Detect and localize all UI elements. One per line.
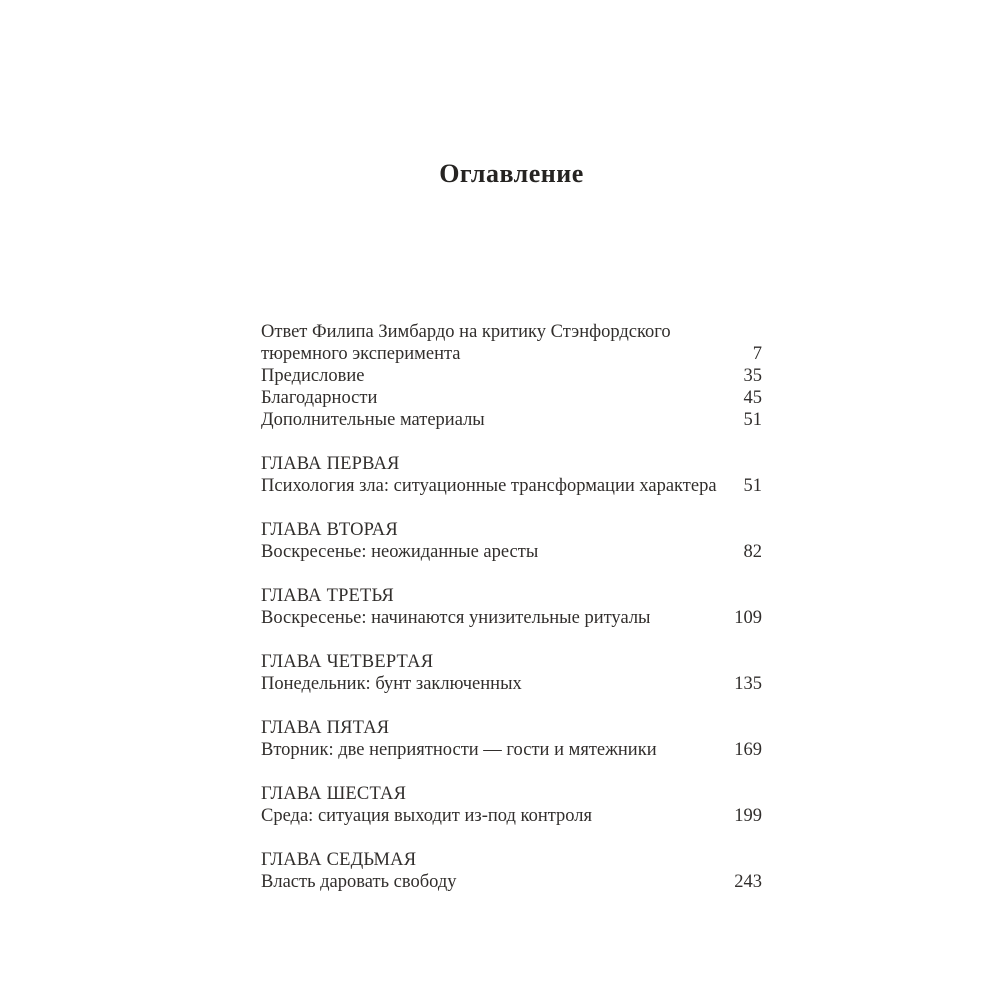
toc-entry-label: Дополнительные материалы xyxy=(261,410,485,430)
toc-chapter-heading: ГЛАВА ПЯТАЯ xyxy=(261,718,390,738)
toc-entry-page: 7 xyxy=(752,344,762,364)
toc-entry-page: 82 xyxy=(743,542,762,562)
toc-chapter xyxy=(261,783,762,827)
toc-entry xyxy=(261,365,762,387)
toc-chapter-subtitle: Воскресенье: неожиданные аресты xyxy=(261,542,539,562)
toc-chapter-heading: ГЛАВА ВТОРАЯ xyxy=(261,520,398,540)
toc-entry-label: Ответ Филипа Зимбардо на критику Стэнфордского тюремного эксперимента xyxy=(261,322,671,364)
toc-entry xyxy=(261,321,762,365)
toc-chapter-subtitle: Среда: ситуация выходит из-под контроля xyxy=(261,806,593,826)
toc-entry xyxy=(261,541,762,563)
toc-entry xyxy=(261,607,762,629)
toc-entry-page: 109 xyxy=(734,608,762,628)
toc-chapter-subtitle: Власть даровать свободу xyxy=(261,872,457,892)
page-title: Оглавление xyxy=(439,159,584,188)
toc-chapter-heading: ГЛАВА СЕДЬМАЯ xyxy=(261,850,417,870)
toc-chapter-subtitle: Психология зла: ситуационные трансформации характера xyxy=(261,476,717,496)
toc-entry-page: 243 xyxy=(734,872,762,892)
toc-entry xyxy=(261,805,762,827)
toc-entry xyxy=(261,387,762,409)
toc-entry xyxy=(261,673,762,695)
toc-chapter xyxy=(261,585,762,629)
toc-chapter-subtitle: Понедельник: бунт заключенных xyxy=(261,674,522,694)
toc-chapter-heading: ГЛАВА ЧЕТВЕРТАЯ xyxy=(261,652,434,672)
toc-entry-page: 35 xyxy=(743,366,762,386)
toc-entry xyxy=(261,871,762,893)
toc-entry-page: 51 xyxy=(743,476,762,496)
toc-entry xyxy=(261,475,762,497)
toc-chapter-subtitle: Вторник: две неприятности — гости и мятежники xyxy=(261,740,657,760)
toc-entry-page: 169 xyxy=(734,740,762,760)
toc-chapter xyxy=(261,453,762,497)
toc-chapter xyxy=(261,651,762,695)
toc-entry-page: 51 xyxy=(743,410,762,430)
toc-chapter-heading: ГЛАВА ПЕРВАЯ xyxy=(261,454,400,474)
toc-entry xyxy=(261,409,762,431)
toc-entry-page: 135 xyxy=(734,674,762,694)
toc-chapter-subtitle: Воскресенье: начинаются унизительные ритуалы xyxy=(261,608,651,628)
toc-entry-page: 45 xyxy=(743,388,762,408)
table-of-contents xyxy=(261,321,762,893)
toc-chapter-heading: ГЛАВА ШЕСТАЯ xyxy=(261,784,407,804)
toc-entry xyxy=(261,739,762,761)
toc-chapter xyxy=(261,519,762,563)
toc-chapter xyxy=(261,849,762,893)
toc-chapter-heading: ГЛАВА ТРЕТЬЯ xyxy=(261,586,394,606)
toc-entry-page: 199 xyxy=(734,806,762,826)
toc-entry-label: Предисловие xyxy=(261,366,365,386)
toc-entry-label: Благодарности xyxy=(261,388,378,408)
toc-chapter xyxy=(261,717,762,761)
